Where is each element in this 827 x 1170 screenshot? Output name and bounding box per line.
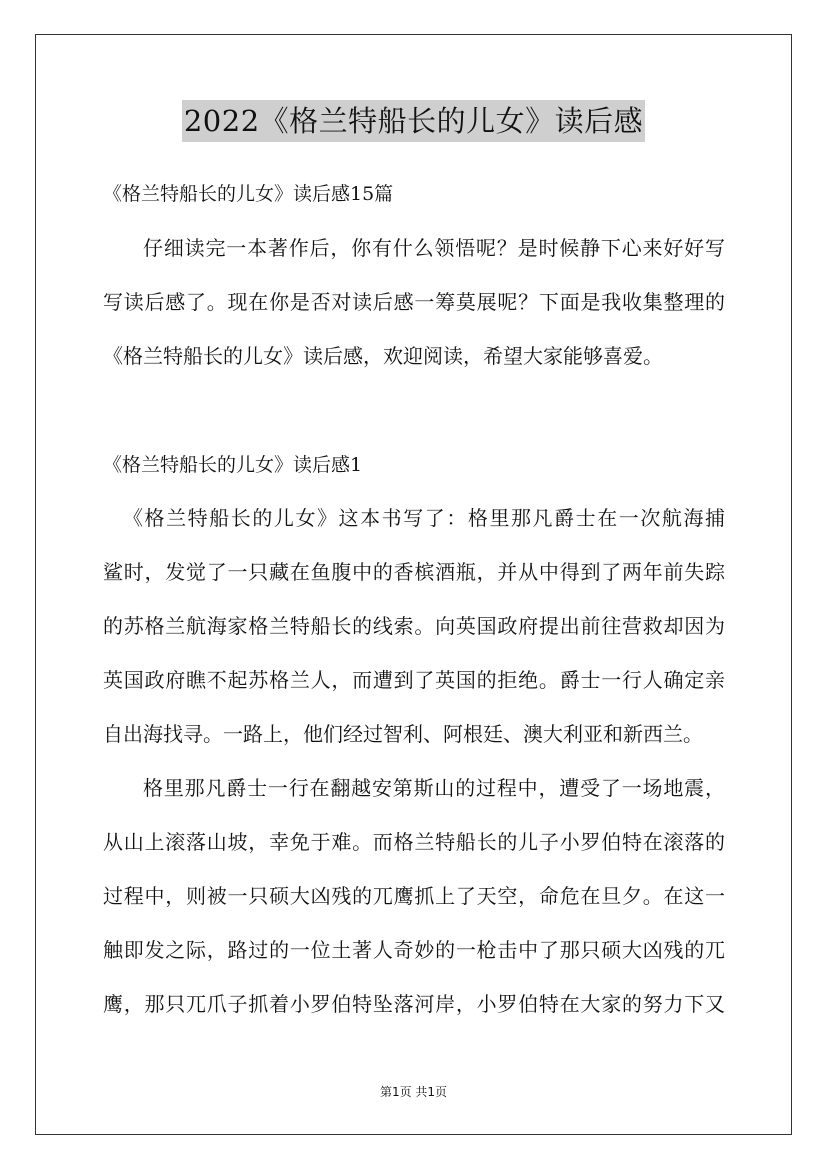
- document-title: 2022《格兰特船长的儿女》读后感: [182, 100, 645, 142]
- intro-line: 《格兰特船长的儿女》读后感，欢迎阅读，希望大家能够喜爱。: [103, 344, 663, 368]
- title-container: [0, 100, 827, 142]
- paragraph-line: 自出海找寻。一路上，他们经过智利、阿根廷、澳大利亚和新西兰。: [103, 722, 703, 746]
- paragraph-line: 鲨时，发觉了一只藏在鱼腹中的香槟酒瓶，并从中得到了两年前失踪: [103, 560, 725, 584]
- paragraph-line: 触即发之际，路过的一位土著人奇妙的一枪击中了那只硕大凶残的兀: [103, 938, 725, 962]
- paragraph-line: 的苏格兰航海家格兰特船长的线索。向英国政府提出前往营救却因为: [103, 614, 725, 638]
- paragraph-line: 英国政府瞧不起苏格兰人，而遭到了英国的拒绝。爵士一行人确定亲: [103, 668, 725, 692]
- paragraph-line: 格里那凡爵士一行在翻越安第斯山的过程中，遭受了一场地震，: [143, 776, 725, 800]
- section-heading: 《格兰特船长的儿女》读后感1: [103, 454, 363, 476]
- intro-line: 仔细读完一本著作后，你有什么领悟呢？是时候静下心来好好写: [143, 236, 725, 260]
- page-footer: 第1页 共1页: [379, 1085, 448, 1099]
- intro-line: 写读后感了。现在你是否对读后感一筹莫展呢？下面是我收集整理的: [103, 290, 725, 314]
- document-subtitle: 《格兰特船长的儿女》读后感15篇: [103, 183, 394, 205]
- paragraph-line: 《格兰特船长的儿女》这本书写了：格里那凡爵士在一次航海捕: [123, 506, 725, 530]
- paragraph-line: 从山上滚落山坡，幸免于难。而格兰特船长的儿子小罗伯特在滚落的: [103, 830, 725, 854]
- paragraph-line: 过程中，则被一只硕大凶残的兀鹰抓上了天空，命危在旦夕。在这一: [103, 884, 725, 908]
- paragraph-line: 鹰，那只兀爪子抓着小罗伯特坠落河岸，小罗伯特在大家的努力下又: [103, 992, 725, 1016]
